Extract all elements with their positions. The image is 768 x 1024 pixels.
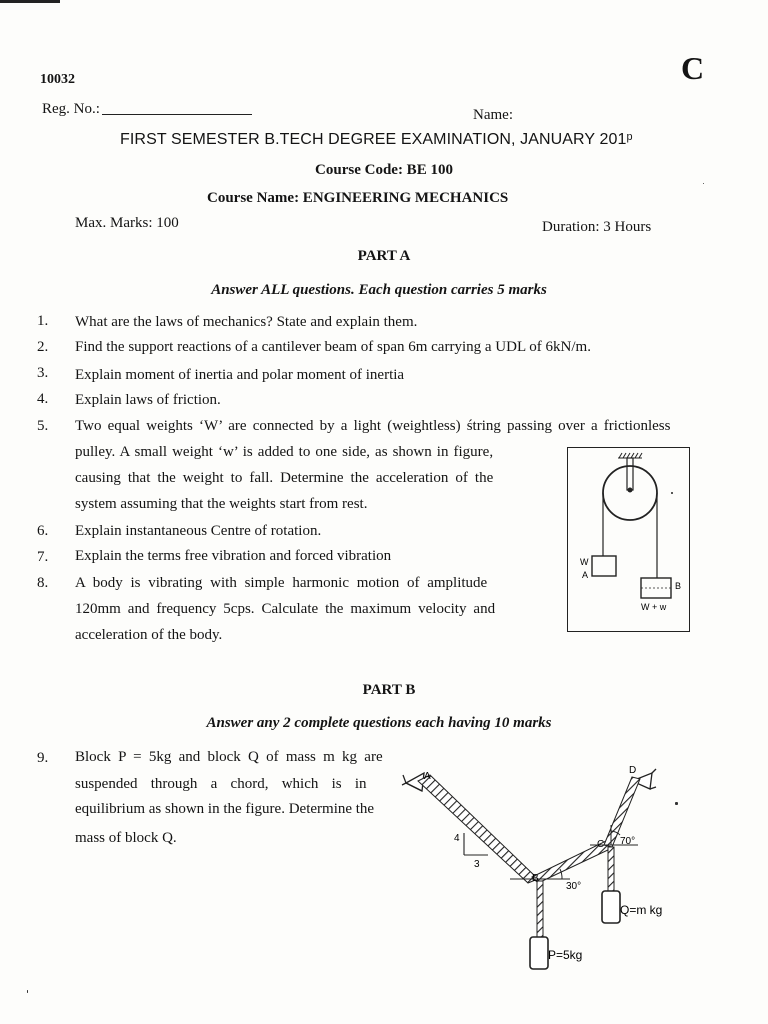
question-5-number: 5. xyxy=(37,418,49,434)
slope-run-label: 3 xyxy=(474,859,480,870)
paper-code: 10032 xyxy=(40,72,75,87)
max-marks: Max. Marks: 100 xyxy=(75,215,179,231)
block-q-label: Q=m kg xyxy=(620,903,663,917)
part-a-instruction: Answer ALL questions. Each question carries 5 marks xyxy=(211,282,547,298)
scan-speck xyxy=(675,802,678,805)
part-b-title: PART B xyxy=(362,682,416,698)
question-2-number: 2. xyxy=(37,339,49,355)
question-7-text: Explain the terms free vibration and forced vibration xyxy=(75,548,392,564)
scan-edge-mark xyxy=(0,0,60,3)
cord-equilibrium-figure xyxy=(400,755,690,975)
block-p-label: P=5kg xyxy=(548,948,583,962)
question-8-number: 8. xyxy=(37,575,49,591)
exam-title: FIRST SEMESTER B.TECH DEGREE EXAMINATION, JANUARY 201ᵖ xyxy=(120,131,633,148)
question-3-text: Explain moment of inertia and polar moment of inertia xyxy=(75,367,405,383)
pulley-wheel xyxy=(603,466,657,520)
registration-number-field xyxy=(42,101,252,118)
label-w: W xyxy=(580,557,589,567)
cord-diagram xyxy=(400,755,690,975)
label-a: A xyxy=(582,570,589,580)
course-name: Course Name: ENGINEERING MECHANICS xyxy=(207,190,509,206)
pulley-diagram xyxy=(568,448,689,631)
block-p xyxy=(530,937,548,969)
angle-c-label: 70° xyxy=(620,836,636,847)
pulley-hanger xyxy=(627,458,633,490)
question-9-line-2: suspended through a chord, which is in xyxy=(75,776,367,792)
scan-speck xyxy=(703,183,704,184)
course-code: Course Code: BE 100 xyxy=(315,162,453,178)
label-point-b: B xyxy=(532,873,539,884)
question-5-line-1: Two equal weights ‘W’ are connected by a light (weightless) śtring passing over a frictionless xyxy=(75,418,671,434)
angle-b-label: 30° xyxy=(566,881,582,892)
label-point-d: D xyxy=(629,765,637,776)
label-b: B xyxy=(675,581,682,591)
question-1-number: 1. xyxy=(37,313,49,329)
question-4-number: 4. xyxy=(37,391,49,407)
question-5-line-2: pulley. A small weight ‘w’ is added to one side, as shown in figure, xyxy=(75,444,494,460)
rope-bp xyxy=(537,881,543,937)
scan-speck xyxy=(27,990,28,993)
reg-label: Reg. No.: xyxy=(42,101,100,117)
question-8-line-2: 120mm and frequency 5cps. Calculate the maximum velocity and xyxy=(75,601,496,617)
part-a-title: PART A xyxy=(357,248,411,264)
duration: Duration: 3 Hours xyxy=(542,219,652,235)
question-4-text: Explain laws of friction. xyxy=(75,392,221,408)
pulley-figure xyxy=(567,447,690,632)
label-point-c: C xyxy=(597,839,605,850)
block-q xyxy=(602,891,620,923)
question-9-line-1: Block P = 5kg and block Q of mass m kg are xyxy=(75,749,383,765)
question-8-line-1: A body is vibrating with simple harmonic motion of amplitude xyxy=(75,575,488,591)
question-1-text: What are the laws of mechanics? State and explain them. xyxy=(75,314,418,330)
question-6-text: Explain instantaneous Centre of rotation. xyxy=(75,523,322,539)
question-9-line-4: mass of block Q. xyxy=(75,830,177,846)
question-3-number: 3. xyxy=(37,365,49,381)
question-8-line-3: acceleration of the body. xyxy=(75,627,223,643)
part-b-instruction: Answer any 2 complete questions each having 10 marks xyxy=(206,715,552,731)
question-2-text: Find the support reactions of a cantilever beam of span 6m carrying a UDL of 6kN/m. xyxy=(75,339,591,355)
pulley-axle xyxy=(628,488,633,493)
label-point-a: A xyxy=(424,771,431,782)
question-9-number: 9. xyxy=(37,750,49,766)
reg-blank-line xyxy=(102,114,252,115)
question-7-number: 7. xyxy=(37,549,49,565)
rope-cq xyxy=(608,847,614,891)
question-set-letter: C xyxy=(681,50,705,86)
name-label: Name: xyxy=(473,107,513,123)
block-a xyxy=(592,556,616,576)
ceiling-support xyxy=(618,453,642,458)
question-9-line-3: equilibrium as shown in the figure. Determine the xyxy=(75,801,375,817)
slope-rise-label: 4 xyxy=(454,833,460,844)
label-w-plus-w: W + w xyxy=(641,602,667,612)
question-5-line-3: causing that the weight to fall. Determine the acceleration of the xyxy=(75,470,494,486)
question-6-number: 6. xyxy=(37,523,49,539)
question-5-line-4: system assuming that the weights start from rest. xyxy=(75,496,368,512)
